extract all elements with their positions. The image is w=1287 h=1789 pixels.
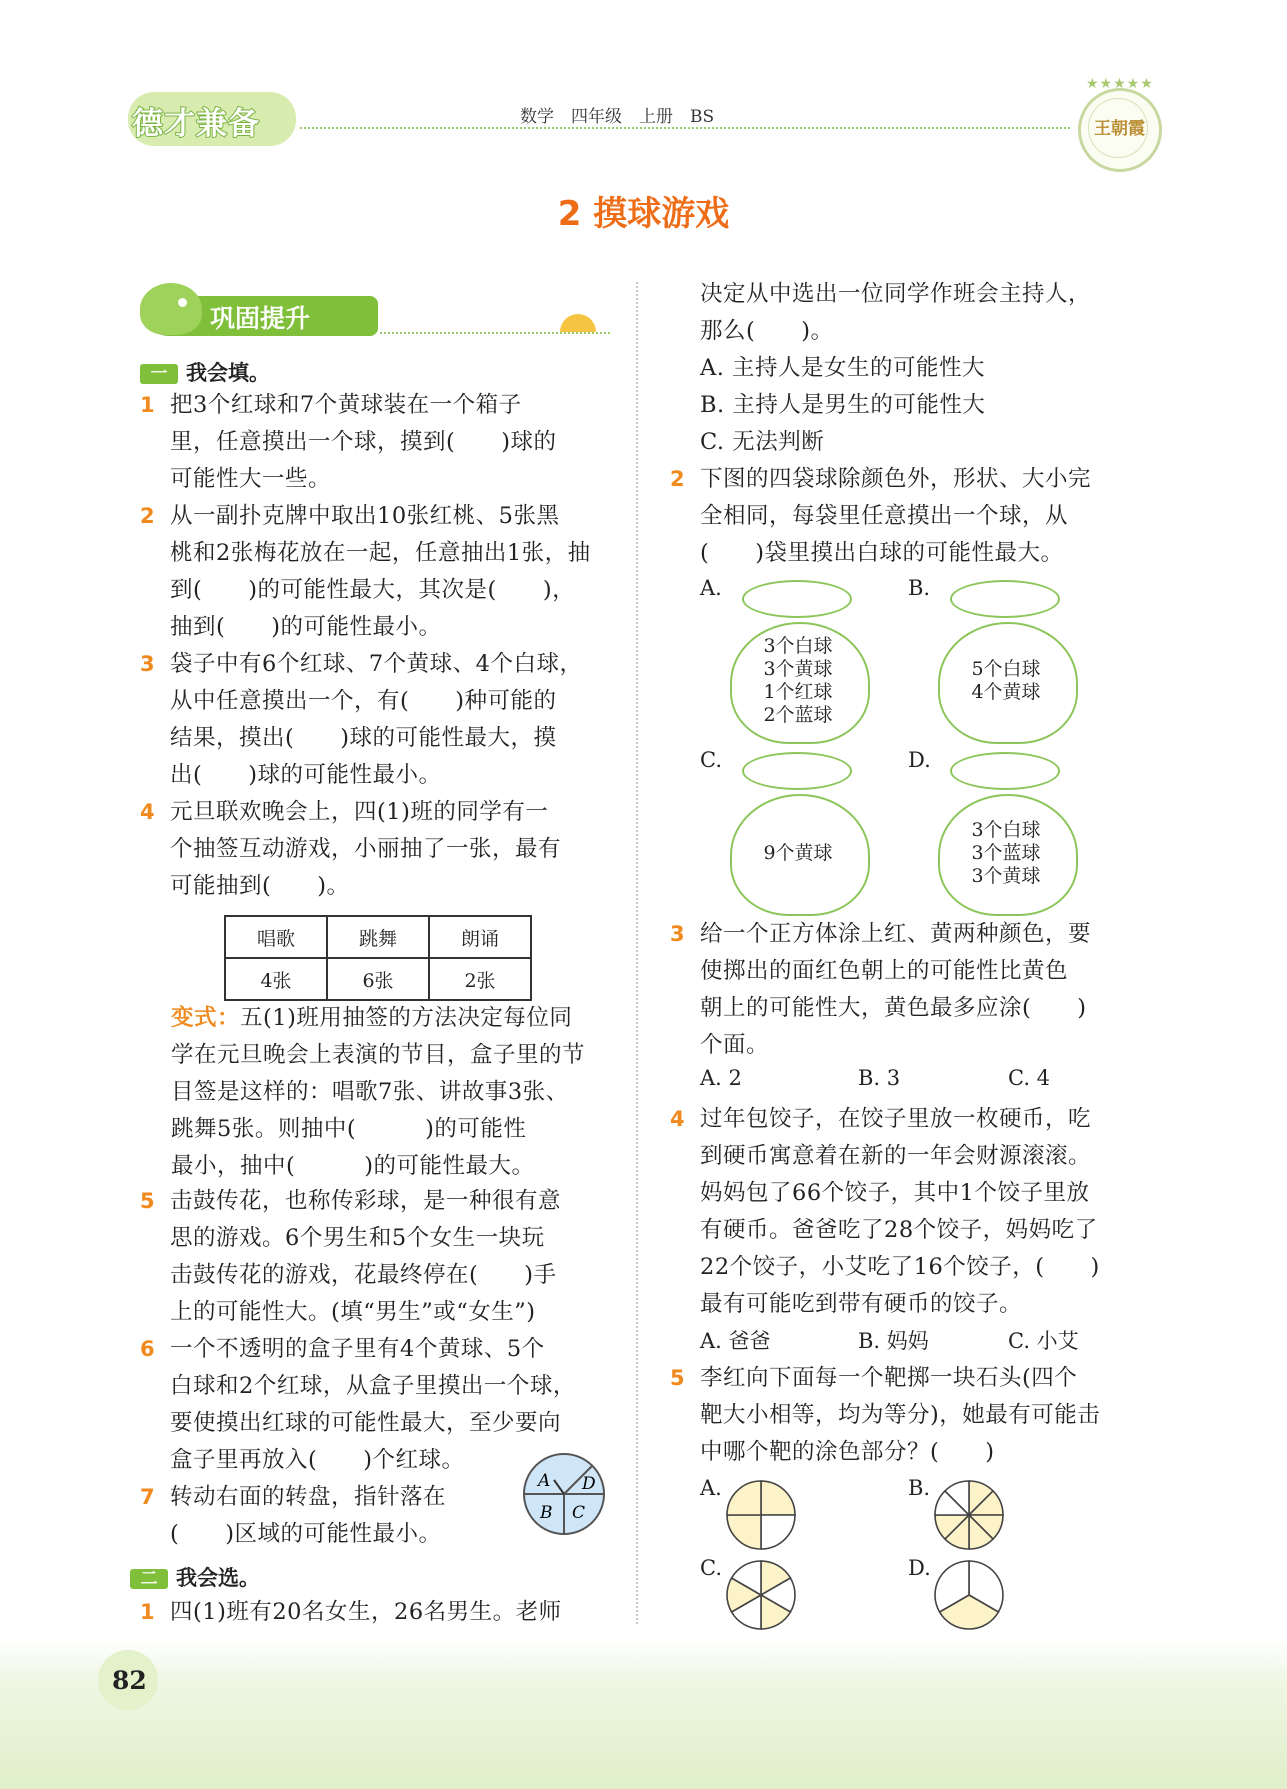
part-two-heading — [130, 1562, 260, 1592]
bag-top — [742, 752, 852, 790]
question-line — [140, 646, 591, 683]
target-option-label: A. — [700, 1476, 722, 1500]
question-line — [140, 831, 591, 868]
target-sector — [761, 1515, 795, 1549]
question-line — [140, 1516, 576, 1553]
question-text: 使掷出的面红色朝上的可能性比黄色 — [700, 958, 1069, 984]
question-line — [670, 498, 1091, 535]
bag-contents — [938, 819, 1074, 888]
question-line — [140, 461, 591, 498]
question-line — [670, 387, 1091, 424]
question-number: 6 — [140, 1337, 156, 1361]
target-option-label: C. — [700, 1556, 722, 1580]
variant-line: 学在元旦晚会上表演的节目，盒子里的节 — [171, 1042, 586, 1068]
question-text: ( )区域的可能性最小。 — [170, 1521, 442, 1547]
question-text: 思的游戏。6个男生和5个女生一块玩 — [170, 1225, 545, 1251]
left-questions-2 — [140, 1183, 576, 1553]
part-one-label: 我会填。 — [186, 361, 270, 385]
question-text: 妈妈包了66个饺子，其中1个饺子里放 — [700, 1180, 1090, 1206]
question-text: 抽到( )的可能性最小。 — [170, 614, 442, 640]
question-text: B. 主持人是男生的可能性大 — [700, 392, 986, 418]
question-number: 7 — [140, 1485, 156, 1509]
right-questions-1 — [670, 276, 1091, 572]
question-text: 靶大小相等，均为等分)，她最有可能击 — [700, 1402, 1101, 1428]
bag-content-line: 5个白球 — [971, 658, 1041, 680]
option: C. 小艾 — [1008, 1329, 1079, 1353]
question-text: 击鼓传花的游戏，花最终停在( )手 — [170, 1262, 557, 1288]
question-text: 一个不透明的盒子里有4个黄球、5个 — [170, 1336, 545, 1362]
question-text: 给一个正方体涂上红、黄两种颜色，要 — [700, 921, 1092, 947]
question-text: 盒子里再放入( )个红球。 — [170, 1447, 465, 1473]
target-option-label: D. — [908, 1556, 931, 1580]
bag-top — [950, 752, 1060, 790]
variant-line: 最小，抽中( )的可能性最大。 — [171, 1153, 535, 1179]
question-number: 4 — [670, 1107, 686, 1131]
whale-icon — [140, 283, 202, 335]
question-text: 转动右面的转盘，指针落在 — [170, 1484, 447, 1510]
variant-line: 跳舞5张。则抽中( )的可能性 — [171, 1116, 527, 1142]
question-line — [670, 1212, 1100, 1249]
question-line — [670, 1397, 1100, 1434]
page-number: 82 — [112, 1666, 147, 1695]
variant-line: 目签是这样的：唱歌7张、讲故事3张、 — [171, 1079, 569, 1105]
option: A. 爸爸 — [700, 1329, 771, 1353]
subject-line: 数学 四年级 上册 BS — [520, 107, 715, 127]
right-questions-2 — [670, 916, 1091, 1064]
table-cell: 4张 — [225, 958, 327, 1000]
question-line — [140, 1594, 562, 1631]
question-text: 四(1)班有20名女生，26名男生。老师 — [170, 1599, 562, 1625]
question-text: 个抽签互动游戏，小丽抽了一张，最有 — [170, 836, 562, 862]
spinner-label: C — [572, 1503, 586, 1523]
question-text: 把3个红球和7个黄球装在一个箱子 — [170, 392, 522, 418]
question-text: 最有可能吃到带有硬币的饺子。 — [700, 1291, 1023, 1317]
question-text: 有硬币。爸爸吃了28个饺子，妈妈吃了 — [700, 1217, 1098, 1243]
whale-eye-icon — [178, 298, 187, 307]
question-text: C. 无法判断 — [700, 429, 825, 455]
question-text: 上的可能性大。(填“男生”或“女生”) — [170, 1299, 536, 1325]
bag-option-label: D. — [908, 748, 931, 772]
spinner-diagram — [520, 1450, 608, 1538]
sunset-icon — [560, 314, 596, 332]
lot-table — [224, 915, 532, 1001]
question-text: 结果，摸出( )球的可能性最大，摸 — [170, 725, 557, 751]
question-line — [670, 535, 1091, 572]
spinner-label: A — [538, 1471, 551, 1491]
table-header: 朗诵 — [429, 916, 531, 958]
question-line — [140, 868, 591, 905]
question-text: 到( )的可能性最大，其次是( )， — [170, 577, 576, 603]
question-text: 可能性大一些。 — [170, 466, 332, 492]
bag-content-line: 3个白球 — [763, 635, 833, 657]
question-text: 要使摸出红球的可能性最大，至少要向 — [170, 1410, 562, 1436]
header-rule — [300, 127, 1070, 129]
question-line — [140, 757, 591, 794]
question-text: 从中任意摸出一个，有( )种可能的 — [170, 688, 557, 714]
target-circle — [724, 1558, 798, 1632]
option: C. 4 — [1008, 1066, 1051, 1090]
question-text: 白球和2个红球，从盒子里摸出一个球， — [170, 1373, 576, 1399]
table-header: 跳舞 — [327, 916, 429, 958]
question-line — [670, 1175, 1100, 1212]
question-line — [670, 313, 1091, 350]
question-line — [140, 720, 591, 757]
option: B. 妈妈 — [858, 1329, 929, 1353]
question-number: 1 — [140, 1600, 156, 1624]
option: B. 3 — [858, 1066, 901, 1090]
question-line — [670, 1101, 1100, 1138]
question-line — [140, 498, 591, 535]
question-line — [140, 1442, 576, 1479]
question-number: 1 — [140, 393, 156, 417]
question-line — [670, 1360, 1100, 1397]
question-number: 3 — [670, 922, 686, 946]
question-line — [670, 953, 1091, 990]
bag-contents — [938, 658, 1074, 704]
target-sector — [727, 1515, 761, 1549]
question-line — [670, 1249, 1100, 1286]
question-line — [140, 1368, 576, 1405]
question-line — [140, 1479, 576, 1516]
question-line — [140, 424, 591, 461]
question-text: 中哪个靶的涂色部分？( ) — [700, 1439, 995, 1465]
bag-content-line: 3个黄球 — [763, 658, 833, 680]
variant-label: 变式： — [171, 1005, 241, 1031]
target-circle — [932, 1558, 1006, 1632]
question-number: 2 — [140, 504, 156, 528]
table-cell: 2张 — [429, 958, 531, 1000]
part-two-tag: 二 — [130, 1569, 168, 1589]
banner-rule — [380, 332, 610, 334]
variant-line — [171, 1000, 572, 1037]
bag-contents — [730, 635, 866, 727]
column-divider — [636, 282, 638, 1624]
target-sector — [727, 1481, 761, 1515]
part-two-label: 我会选。 — [176, 1566, 260, 1590]
question-text: 元旦联欢晚会上，四(1)班的同学有一 — [170, 799, 549, 825]
question-text: 桃和2张梅花放在一起，任意抽出1张，抽 — [170, 540, 591, 566]
table-cell: 6张 — [327, 958, 429, 1000]
question-line — [670, 424, 1091, 461]
question-text: 到硬币寓意着在新的一年会财源滚滚。 — [700, 1143, 1092, 1169]
bag-top — [742, 580, 852, 618]
spinner-label: D — [582, 1474, 596, 1494]
question-text: 击鼓传花，也称传彩球，是一种很有意 — [170, 1188, 562, 1214]
bag-content-line: 3个黄球 — [971, 864, 1041, 887]
part-one-tag: 一 — [140, 364, 178, 384]
bag-content-line: 3个蓝球 — [971, 841, 1041, 864]
question-line — [140, 794, 591, 831]
variant-text: 五(1)班用抽签的方法决定每位同 — [240, 1005, 573, 1031]
bag-option-label: A. — [700, 576, 722, 600]
question-text: 朝上的可能性大，黄色最多应涂( ) — [700, 995, 1087, 1021]
question-line — [140, 1183, 576, 1220]
target-sector — [761, 1481, 795, 1515]
question-text: 个面。 — [700, 1032, 770, 1058]
option: A. 2 — [700, 1066, 742, 1090]
question-line — [140, 535, 591, 572]
question-line — [670, 1286, 1100, 1323]
question-line — [670, 990, 1091, 1027]
question-line — [140, 387, 591, 424]
series-logo: 德才兼备 — [132, 106, 260, 142]
question-line — [140, 1220, 576, 1257]
question-number: 5 — [140, 1189, 156, 1213]
question-number: 4 — [140, 800, 156, 824]
footer-decoration — [0, 1640, 1287, 1789]
bag-content-line: 4个黄球 — [971, 681, 1041, 703]
question-line — [670, 461, 1091, 498]
section-banner-label: 巩固提升 — [210, 304, 311, 333]
spinner-label: B — [540, 1503, 553, 1523]
question-text: A. 主持人是女生的可能性大 — [700, 355, 986, 381]
target-option-label: B. — [908, 1476, 931, 1500]
question-text: 过年包饺子，在饺子里放一枚硬币，吃 — [700, 1106, 1092, 1132]
target-circle — [932, 1478, 1006, 1552]
right-questions-4 — [670, 1360, 1100, 1471]
question-text: 全相同，每袋里任意摸出一个球，从 — [700, 503, 1069, 529]
bag-option-label: C. — [700, 748, 722, 772]
question-text: 22个饺子，小艾吃了16个饺子，( ) — [700, 1254, 1100, 1280]
bag-content-line: 2个蓝球 — [763, 704, 833, 726]
question-text: 出( )球的可能性最小。 — [170, 762, 442, 788]
question-line — [140, 683, 591, 720]
question-text: 袋子中有6个红球、7个黄球、4个白球， — [170, 651, 583, 677]
bag-top — [950, 580, 1060, 618]
target-circle — [724, 1478, 798, 1552]
question-text: ( )袋里摸出白球的可能性最大。 — [700, 540, 1064, 566]
page-title: 2 摸球游戏 — [557, 194, 730, 234]
question-text: 下图的四袋球除颜色外，形状、大小完 — [700, 466, 1092, 492]
question-line — [140, 1294, 576, 1331]
question-line — [670, 916, 1091, 953]
question-text: 那么( )。 — [700, 318, 834, 344]
question-line — [140, 609, 591, 646]
question-number: 3 — [140, 652, 156, 676]
bag-contents — [730, 842, 866, 865]
question-text: 从一副扑克牌中取出10张红桃、5张黑 — [170, 503, 560, 529]
bag-option-label: B. — [908, 576, 931, 600]
star-row: ★★★★★ — [1086, 76, 1154, 92]
left-questions-1 — [140, 387, 591, 905]
question-number: 2 — [670, 467, 686, 491]
question-text: 李红向下面每一个靶掷一块石头(四个 — [700, 1365, 1078, 1391]
question-text: 决定从中选出一位同学作班会主持人， — [700, 281, 1092, 307]
question-number: 5 — [670, 1366, 686, 1390]
question-line — [670, 1027, 1091, 1064]
question-text: 可能抽到( )。 — [170, 873, 350, 899]
bag-content-line: 9个黄球 — [763, 841, 833, 864]
seal-text: 王朝霞 — [1094, 119, 1145, 139]
question-line — [140, 1257, 576, 1294]
bag-content-line: 3个白球 — [971, 818, 1041, 841]
question-text: 里，任意摸出一个球，摸到( )球的 — [170, 429, 557, 455]
question-line — [670, 350, 1091, 387]
bag-content-line: 1个红球 — [763, 681, 833, 703]
question-line — [670, 1434, 1100, 1471]
table-header: 唱歌 — [225, 916, 327, 958]
question-line — [140, 572, 591, 609]
part-one-heading — [140, 357, 270, 387]
question-line — [140, 1331, 576, 1368]
question-line — [140, 1405, 576, 1442]
right-questions-3 — [670, 1101, 1100, 1323]
question-line — [670, 1138, 1100, 1175]
question-line — [670, 276, 1091, 313]
